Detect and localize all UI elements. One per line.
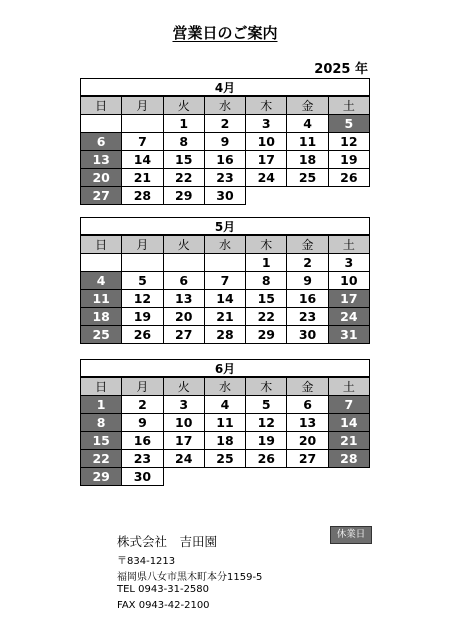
day-cell: 25 — [81, 326, 122, 344]
day-cell: 15 — [163, 151, 204, 169]
day-cell: 4 — [81, 272, 122, 290]
day-cell: 24 — [246, 169, 287, 187]
day-cell: 1 — [163, 115, 204, 133]
day-cell: 2 — [122, 396, 163, 414]
day-cell: 11 — [287, 133, 328, 151]
week-row — [81, 151, 370, 169]
week-row — [81, 187, 370, 205]
day-cell: 8 — [246, 272, 287, 290]
day-cell: 21 — [204, 308, 245, 326]
empty-day-cell — [246, 468, 287, 486]
weekday-header: 土 — [328, 97, 369, 115]
empty-day-cell — [246, 187, 287, 205]
day-cell: 10 — [163, 414, 204, 432]
calendar-grid — [80, 235, 370, 344]
day-cell: 11 — [81, 290, 122, 308]
day-cell: 14 — [328, 414, 369, 432]
day-cell: 31 — [328, 326, 369, 344]
company-name: 株式会社 吉田園 — [117, 534, 218, 549]
day-cell: 12 — [328, 133, 369, 151]
page-title: 営業日のご案内 — [172, 24, 278, 42]
week-row — [81, 414, 370, 432]
day-cell: 19 — [122, 308, 163, 326]
day-cell: 5 — [246, 396, 287, 414]
day-cell: 30 — [287, 326, 328, 344]
day-cell: 11 — [204, 414, 245, 432]
day-cell: 6 — [81, 133, 122, 151]
phone-number: TEL 0943-31-2580 — [117, 584, 210, 595]
weekday-header: 日 — [81, 236, 122, 254]
weekday-header: 木 — [246, 378, 287, 396]
postal-code: 〒834-1213 — [117, 556, 176, 567]
week-row — [81, 396, 370, 414]
day-cell: 29 — [246, 326, 287, 344]
day-cell: 1 — [246, 254, 287, 272]
week-row — [81, 432, 370, 450]
day-cell: 25 — [287, 169, 328, 187]
month-title: 5月 — [80, 217, 370, 235]
day-cell: 26 — [122, 326, 163, 344]
day-cell: 30 — [122, 468, 163, 486]
day-cell: 29 — [81, 468, 122, 486]
day-cell: 24 — [163, 450, 204, 468]
day-cell: 7 — [204, 272, 245, 290]
day-cell: 7 — [122, 133, 163, 151]
day-cell: 22 — [163, 169, 204, 187]
weekday-header: 月 — [122, 236, 163, 254]
day-cell: 8 — [81, 414, 122, 432]
weekday-header: 日 — [81, 97, 122, 115]
weekday-header: 木 — [246, 97, 287, 115]
weekday-header: 金 — [287, 236, 328, 254]
day-cell: 10 — [246, 133, 287, 151]
day-cell: 25 — [204, 450, 245, 468]
weekday-header-row — [81, 378, 370, 396]
day-cell: 28 — [204, 326, 245, 344]
day-cell: 12 — [246, 414, 287, 432]
closed-day-legend: 休業日 — [330, 526, 372, 544]
weekday-header: 日 — [81, 378, 122, 396]
day-cell: 5 — [328, 115, 369, 133]
empty-day-cell — [204, 468, 245, 486]
calendar-grid — [80, 377, 370, 486]
weekday-header: 金 — [287, 378, 328, 396]
week-row — [81, 468, 370, 486]
weekday-header-row — [81, 236, 370, 254]
day-cell: 19 — [246, 432, 287, 450]
day-cell: 21 — [328, 432, 369, 450]
empty-day-cell — [81, 254, 122, 272]
address: 福岡県八女市黒木町本分1159-5 — [117, 572, 263, 583]
day-cell: 18 — [204, 432, 245, 450]
week-row — [81, 290, 370, 308]
weekday-header: 火 — [163, 236, 204, 254]
day-cell: 22 — [246, 308, 287, 326]
day-cell: 9 — [287, 272, 328, 290]
day-cell: 7 — [328, 396, 369, 414]
day-cell: 3 — [163, 396, 204, 414]
day-cell: 29 — [163, 187, 204, 205]
day-cell: 3 — [328, 254, 369, 272]
empty-day-cell — [287, 468, 328, 486]
weekday-header: 水 — [204, 236, 245, 254]
empty-day-cell — [122, 254, 163, 272]
day-cell: 5 — [122, 272, 163, 290]
week-row — [81, 450, 370, 468]
day-cell: 23 — [122, 450, 163, 468]
year-label: 2025 年 — [314, 62, 368, 77]
week-row — [81, 308, 370, 326]
day-cell: 3 — [246, 115, 287, 133]
day-cell: 17 — [163, 432, 204, 450]
day-cell: 20 — [163, 308, 204, 326]
day-cell: 27 — [287, 450, 328, 468]
day-cell: 26 — [328, 169, 369, 187]
month-calendar-june — [80, 359, 370, 486]
weekday-header: 土 — [328, 378, 369, 396]
weekday-header: 木 — [246, 236, 287, 254]
weekday-header: 火 — [163, 97, 204, 115]
day-cell: 12 — [122, 290, 163, 308]
week-row — [81, 254, 370, 272]
day-cell: 15 — [81, 432, 122, 450]
empty-day-cell — [328, 468, 369, 486]
day-cell: 9 — [122, 414, 163, 432]
day-cell: 23 — [204, 169, 245, 187]
day-cell: 6 — [163, 272, 204, 290]
day-cell: 2 — [204, 115, 245, 133]
day-cell: 13 — [287, 414, 328, 432]
day-cell: 16 — [204, 151, 245, 169]
day-cell: 14 — [122, 151, 163, 169]
empty-day-cell — [287, 187, 328, 205]
empty-day-cell — [163, 468, 204, 486]
month-title: 4月 — [80, 78, 370, 96]
day-cell: 4 — [287, 115, 328, 133]
fax-number: FAX 0943-42-2100 — [117, 600, 210, 611]
day-cell: 4 — [204, 396, 245, 414]
day-cell: 10 — [328, 272, 369, 290]
day-cell: 28 — [328, 450, 369, 468]
day-cell: 30 — [204, 187, 245, 205]
day-cell: 17 — [246, 151, 287, 169]
week-row — [81, 326, 370, 344]
day-cell: 20 — [287, 432, 328, 450]
calendar-grid — [80, 96, 370, 205]
weekday-header: 火 — [163, 378, 204, 396]
empty-day-cell — [204, 254, 245, 272]
day-cell: 9 — [204, 133, 245, 151]
day-cell: 16 — [287, 290, 328, 308]
week-row — [81, 169, 370, 187]
day-cell: 13 — [163, 290, 204, 308]
weekday-header: 水 — [204, 97, 245, 115]
empty-day-cell — [122, 115, 163, 133]
weekday-header: 月 — [122, 97, 163, 115]
month-calendar-may — [80, 217, 370, 344]
empty-day-cell — [163, 254, 204, 272]
day-cell: 19 — [328, 151, 369, 169]
day-cell: 20 — [81, 169, 122, 187]
day-cell: 14 — [204, 290, 245, 308]
day-cell: 8 — [163, 133, 204, 151]
day-cell: 21 — [122, 169, 163, 187]
weekday-header-row — [81, 97, 370, 115]
day-cell: 18 — [81, 308, 122, 326]
day-cell: 6 — [287, 396, 328, 414]
day-cell: 13 — [81, 151, 122, 169]
day-cell: 1 — [81, 396, 122, 414]
day-cell: 23 — [287, 308, 328, 326]
day-cell: 18 — [287, 151, 328, 169]
weekday-header: 金 — [287, 97, 328, 115]
day-cell: 28 — [122, 187, 163, 205]
week-row — [81, 115, 370, 133]
day-cell: 2 — [287, 254, 328, 272]
day-cell: 15 — [246, 290, 287, 308]
month-calendar-april — [80, 78, 370, 205]
day-cell: 26 — [246, 450, 287, 468]
week-row — [81, 272, 370, 290]
day-cell: 22 — [81, 450, 122, 468]
weekday-header: 水 — [204, 378, 245, 396]
week-row — [81, 133, 370, 151]
day-cell: 24 — [328, 308, 369, 326]
empty-day-cell — [81, 115, 122, 133]
empty-day-cell — [328, 187, 369, 205]
day-cell: 27 — [163, 326, 204, 344]
weekday-header: 月 — [122, 378, 163, 396]
weekday-header: 土 — [328, 236, 369, 254]
day-cell: 17 — [328, 290, 369, 308]
month-title: 6月 — [80, 359, 370, 377]
day-cell: 27 — [81, 187, 122, 205]
day-cell: 16 — [122, 432, 163, 450]
